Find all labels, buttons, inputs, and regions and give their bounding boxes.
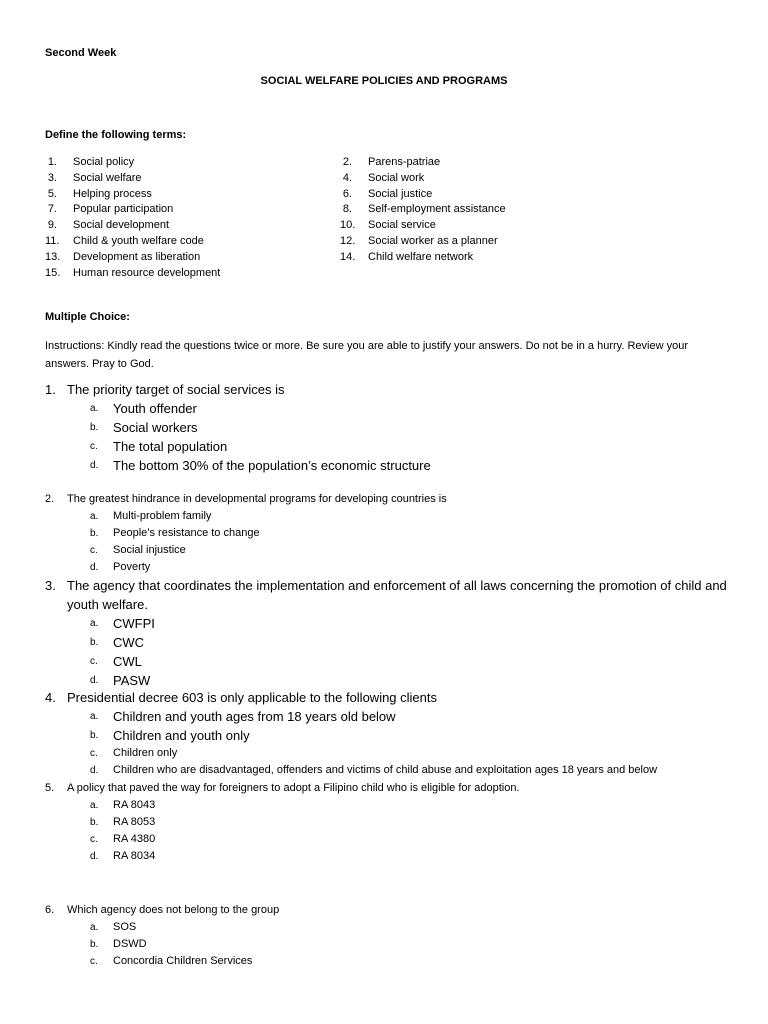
question-option: a. Multi-problem family <box>90 510 212 522</box>
term-item: 10. Social service <box>340 219 436 232</box>
question-6 <box>45 902 735 970</box>
term-item: 13. Development as liberation <box>45 250 201 263</box>
instructions-text: Instructions: Kindly read the questions twice or more. Be sure you are able to justify your answers. Do not be in a hurry. Review your answers. Pray to God. <box>45 340 688 370</box>
question-option: b. People’s resistance to change <box>90 527 260 539</box>
question-4 <box>45 688 735 779</box>
terms-list-left <box>45 156 335 282</box>
question-option: a. SOS <box>90 921 137 933</box>
term-item: 1. Social policy <box>47 156 135 168</box>
question-1 <box>45 380 735 475</box>
question-option: a. CWFPI <box>90 616 155 631</box>
question-option: b. DSWD <box>90 938 147 950</box>
question-option: d. Poverty <box>90 561 151 573</box>
term-item: 9. Social development <box>47 219 170 232</box>
document-title: SOCIAL WELFARE POLICIES AND PROGRAMS <box>260 75 508 87</box>
question-option: c. Concordia Children Services <box>90 955 253 967</box>
question-option: b. RA 8053 <box>90 816 156 828</box>
week-label: Second Week <box>45 47 117 59</box>
question-option: b. Social workers <box>90 420 198 435</box>
term-item: 12. Social worker as a planner <box>340 234 498 247</box>
term-item: 6. Social justice <box>342 187 433 200</box>
term-item: 3. Social welfare <box>47 171 142 184</box>
term-item: 8. Self-employment assistance <box>342 203 506 216</box>
question-option: d. Children who are disadvantaged, offenders and victims of child abuse and exploitation ages 18 years and below <box>90 764 658 776</box>
question-stem: 5. A policy that paved the way for foreigners to adopt a Filipino child who is eligible for adoption. <box>45 782 520 794</box>
question-stem: 6. Which agency does not belong to the group <box>45 904 280 916</box>
question-option: d. PASW <box>90 673 151 688</box>
question-option: a. RA 8043 <box>90 799 156 811</box>
question-stem: 4. Presidential decree 603 is only applicable to the following clients <box>45 690 437 705</box>
question-stem: 1. The priority target of social services is <box>45 382 285 397</box>
term-item: 2. Parens-patriae <box>342 156 441 168</box>
question-option: c. RA 4380 <box>90 833 156 845</box>
question-option: a. Youth offender <box>90 401 197 416</box>
question-option: b. CWC <box>90 635 145 650</box>
term-item: 14. Child welfare network <box>340 250 474 263</box>
term-item: 5. Helping process <box>47 187 152 200</box>
question-option: c. The total population <box>90 439 228 454</box>
term-item: 4. Social work <box>342 171 425 184</box>
question-5 <box>45 780 735 865</box>
question-option: c. Social injustice <box>90 544 186 556</box>
question-2 <box>45 491 735 576</box>
terms-list-right <box>340 156 740 267</box>
term-item: 15. Human resource development <box>45 266 221 279</box>
term-item: 7. Popular participation <box>47 203 174 216</box>
multiple-choice-heading: Multiple Choice: <box>45 311 130 323</box>
question-option: c. Children only <box>90 747 178 759</box>
term-item: 11. Child & youth welfare code <box>45 234 204 247</box>
question-3 <box>45 576 735 690</box>
question-option: b. Children and youth only <box>90 728 250 743</box>
question-option: d. The bottom 30% of the population’s economic structure <box>90 458 431 473</box>
question-stem: 2. The greatest hindrance in developmental programs for developing countries is <box>45 493 447 505</box>
question-option: d. RA 8034 <box>90 850 156 862</box>
define-terms-heading: Define the following terms: <box>45 129 187 141</box>
question-stem: 3. The agency that coordinates the implementation and enforcement of all laws concerning the promotion of child and youth welfare. <box>45 578 727 612</box>
question-option: c. CWL <box>90 654 142 669</box>
question-option: a. Children and youth ages from 18 years old below <box>90 709 396 724</box>
